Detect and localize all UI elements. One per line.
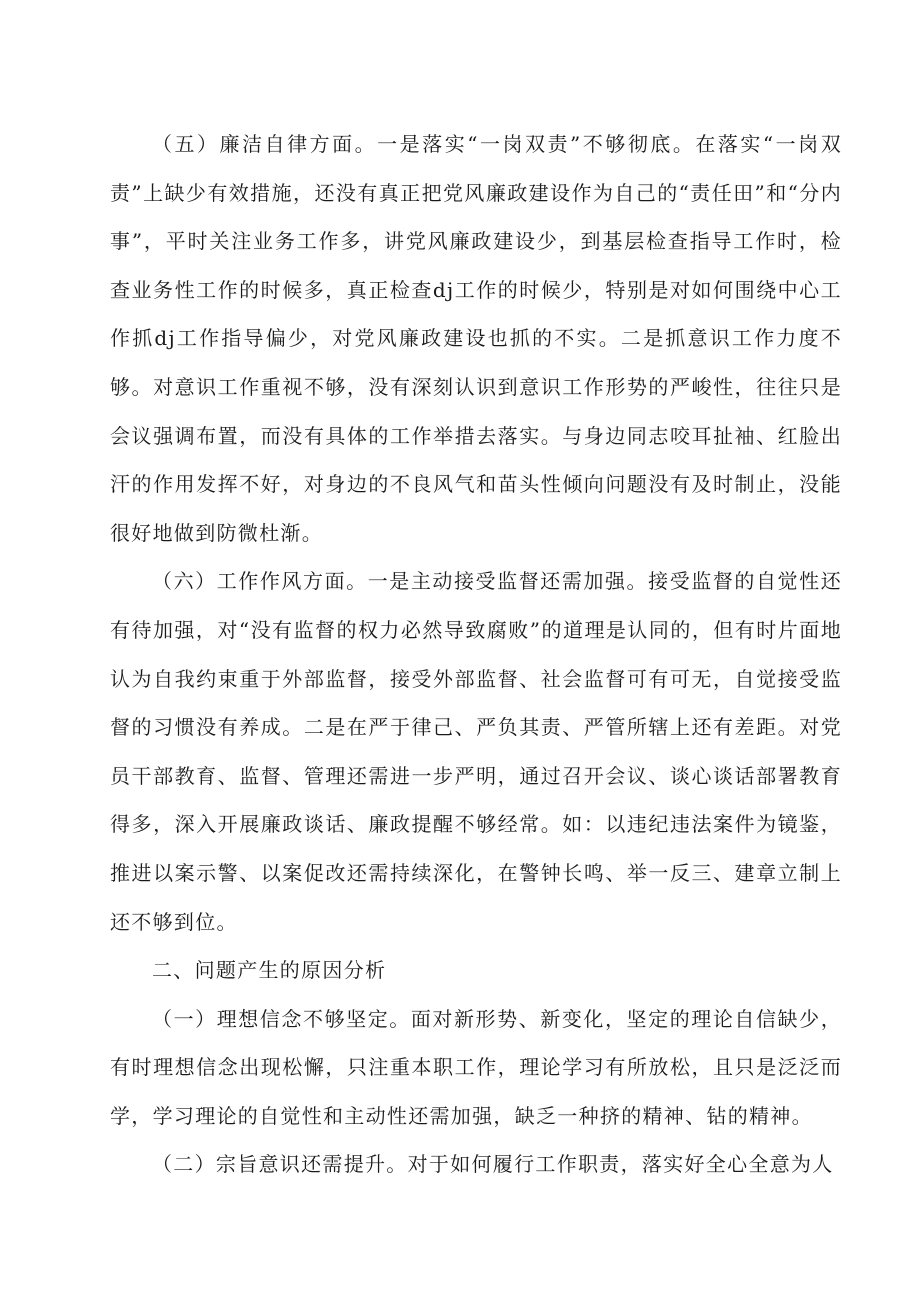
- paragraph-ideals-beliefs: （一）理想信念不够坚定。面对新形势、新变化，坚定的理论自信缺少，有时理想信念出现松懈，只注重本职工作，理论学习有所放松，且只是泛泛而学，学习理论的自觉性和主动性还需加强，缺乏一种挤的精神、钻的精神。: [110, 1006, 842, 1128]
- paragraph-integrity-self-discipline: （五）廉洁自律方面。一是落实“一岗双责”不够彻底。在落实“一岗双责”上缺少有效措施，还没有真正把党风廉政建设作为自己的“责任田”和“分内事”，平时关注业务工作多，讲党风廉政建设少，到基层检查指导工作时，检查业务性工作的时候多，真正检查dj工作的时候少，特别是对如何围绕中心工作抓dj工作指导偏少，对党风廉政建设也抓的不实。二是抓意识工作力度不够。对意识工作重视不够，没有深刻认识到意识工作形势的严峻性，往往只是会议强调布置，而没有具体的工作举措去落实。与身边同志咬耳扯袖、红脸出汗的作用发挥不好，对身边的不良风气和苗头性倾向问题没有及时制止，没能很好地做到防微杜渐。: [110, 132, 842, 545]
- section-heading-cause-analysis: 二、问题产生的原因分析: [152, 958, 387, 983]
- document-body: [110, 120, 842, 1189]
- paragraph-purpose-awareness: （二）宗旨意识还需提升。对于如何履行工作职责，落实好全心全意为人: [152, 1152, 834, 1177]
- paragraph-work-style: （六）工作作风方面。一是主动接受监督还需加强。接受监督的自觉性还有待加强，对“没有监督的权力必然导致腐败”的道理是认同的，但有时片面地认为自我约束重于外部监督，接受外部监督、社会监督可有可无，自觉接受监督的习惯没有养成。二是在严于律己、严负其责、严管所辖上还有差距。对党员干部教育、监督、管理还需进一步严明，通过召开会议、谈心谈话部署教育得多，深入开展廉政谈话、廉政提醒不够经常。如：以违纪违法案件为镜鉴，推进以案示警、以案促改还需持续深化，在警钟长鸣、举一反三、建章立制上还不够到位。: [110, 569, 842, 934]
